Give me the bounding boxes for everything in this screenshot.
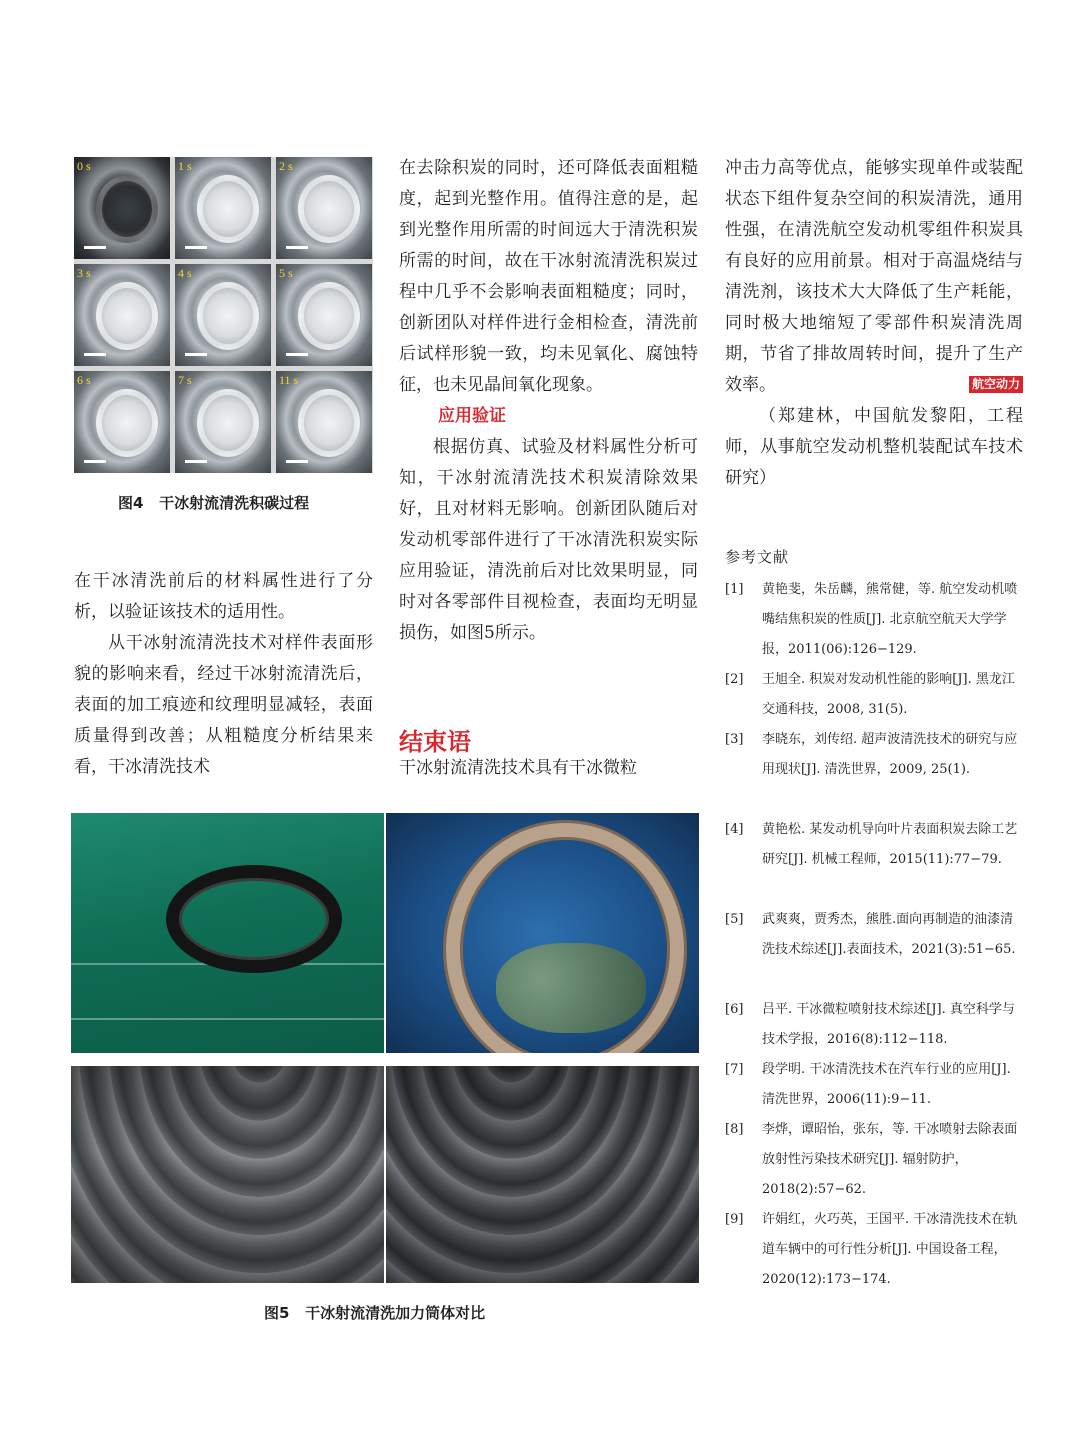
figure-4-frame xyxy=(175,157,271,259)
col2-paragraph-1: 在去除积炭的同时，还可降低表面粗糙度，起到光整作用。值得注意的是，起到光整作用所需的时间远大于清洗积炭所需的时间，故在干冰射流清洗积炭过程中几乎不会影响表面粗糙度；同时，创新团队对样件进行金相检查，清洗前后试样形貌一致，均未见氧化、腐蚀特征，也未见晶间氧化现象。 xyxy=(399,158,698,395)
figure-4-frame xyxy=(276,157,372,259)
reference-item xyxy=(725,1055,1025,1115)
reference-number: [3] xyxy=(725,732,744,747)
col3-paragraph-1 xyxy=(725,153,1023,401)
section-title-conclusion: 结束语 xyxy=(399,728,471,756)
reference-number: [2] xyxy=(725,672,744,687)
scale-bar xyxy=(84,460,106,463)
frame-time-label: 5 s xyxy=(279,266,293,280)
reference-item xyxy=(725,725,1025,785)
sample-ring-image xyxy=(96,282,158,350)
col1-paragraph-1: 在干冰清洗前后的材料属性进行了分析，以验证该技术的适用性。 xyxy=(74,571,373,622)
col1-paragraph-2: 从干冰射流清洗技术对样件表面形貌的影响来看，经过干冰射流清洗后，表面的加工痕迹和纹理明显减轻，表面质量得到改善；从粗糙度分析结果来看，干冰清洗技术 xyxy=(74,633,373,777)
frame-time-label: 0 s xyxy=(77,159,91,173)
subheading-application: 应用验证 xyxy=(438,406,506,426)
scale-bar xyxy=(185,353,207,356)
col2-paragraph-2: 根据仿真、试验及材料属性分析可知，干冰射流清洗技术积炭清除效果好，且对材料无影响。创新团队随后对发动机零部件进行了干冰清洗积炭实际应用验证，清洗前后对比效果明显，同时对各零部件目视检查，表面均无明显损伤，如图5所示。 xyxy=(399,437,698,643)
reference-number: [5] xyxy=(725,912,744,927)
column-1-text xyxy=(74,566,373,783)
figure-4-frame xyxy=(276,264,372,366)
figure-4-frame xyxy=(74,264,170,366)
scale-bar xyxy=(84,246,106,249)
scale-bar xyxy=(286,246,308,249)
frame-time-label: 7 s xyxy=(178,373,192,387)
col2-paragraph-3: 干冰射流清洗技术具有干冰微粒 xyxy=(399,758,637,778)
reference-number: [6] xyxy=(725,1002,744,1017)
reference-item xyxy=(725,575,1025,665)
reference-item xyxy=(725,665,1025,725)
reference-item xyxy=(725,1205,1025,1295)
figure-4-frame xyxy=(276,371,372,473)
sample-ring-image xyxy=(96,389,158,457)
reference-item xyxy=(725,1115,1025,1205)
column-2-text xyxy=(399,153,698,649)
reference-item xyxy=(725,995,1025,1055)
reference-text: 段学明. 干冰清洗技术在汽车行业的应用[J]. 清洗世界，2006(11):9−11. xyxy=(762,1062,1011,1107)
reference-number: [9] xyxy=(725,1212,744,1227)
scale-bar xyxy=(286,460,308,463)
reference-number: [4] xyxy=(725,822,744,837)
reference-item xyxy=(725,815,1025,875)
sample-ring-image xyxy=(298,389,360,457)
photo-ring-on-floor xyxy=(71,813,384,1053)
reference-text: 黄艳斐，朱岳麟，熊常健，等. 航空发动机喷嘴结焦积炭的性质[J]. 北京航空航天大学学报，2011(06):126−129. xyxy=(762,582,1018,657)
author-info: （郑建林，中国航发黎阳，工程师，从事航空发动机整机装配试车技术研究） xyxy=(725,406,1023,488)
figure-4-image-grid xyxy=(74,157,373,473)
frame-time-label: 3 s xyxy=(77,266,91,280)
sample-ring-image xyxy=(197,175,259,243)
reference-number: [8] xyxy=(725,1122,744,1137)
reference-number: [7] xyxy=(725,1062,744,1077)
scale-bar xyxy=(84,353,106,356)
reference-text: 武爽爽，贾秀杰，熊胜.面向再制造的油漆清洗技术综述[J].表面技术，2021(3):51−65. xyxy=(762,912,1016,957)
scale-bar xyxy=(185,246,207,249)
scale-bar xyxy=(286,353,308,356)
figure-5-caption: 图5 干冰射流清洗加力筒体对比 xyxy=(264,1304,486,1322)
frame-time-label: 6 s xyxy=(77,373,91,387)
sample-ring-image xyxy=(298,175,360,243)
figure-4-frame xyxy=(175,264,271,366)
col3-paragraph-1-text: 冲击力高等优点，能够实现单件或装配状态下组件复杂空间的积炭清洗，通用性强，在清洗航空发动机零组件积炭具有良好的应用前景。相对于高温烧结与清洗剂，该技术大大降低了生产耗能，同时极大地缩短了零部件积炭清洗周期，节省了排故周转时间，提升了生产效率。 xyxy=(725,158,1023,395)
frame-time-label: 4 s xyxy=(178,266,192,280)
references-title: 参考文献 xyxy=(725,548,790,566)
figure-4-frame xyxy=(74,157,170,259)
reference-text: 李烨，谭昭怡，张东，等. 干冰喷射去除表面放射性污染技术研究[J]. 辐射防护，2018(2):57−62. xyxy=(762,1122,1018,1197)
photo-ring-in-basket xyxy=(386,813,699,1053)
frame-time-label: 1 s xyxy=(178,159,192,173)
photo-casing-after-cleaning xyxy=(386,1066,699,1283)
reference-number: [1] xyxy=(725,582,744,597)
reference-text: 许娟红，火巧英，王国平. 干冰清洗技术在轨道车辆中的可行性分析[J]. 中国设备工程，2020(12):173−174. xyxy=(762,1212,1018,1287)
figure-4-frame xyxy=(175,371,271,473)
sample-ring-image xyxy=(197,389,259,457)
reference-text: 王旭全. 积炭对发动机性能的影响[J]. 黑龙江交通科技，2008, 31(5). xyxy=(762,672,1015,717)
sample-ring-image xyxy=(96,175,158,243)
column-3-text xyxy=(725,153,1023,494)
reference-text: 黄艳松. 某发动机导向叶片表面积炭去除工艺研究[J]. 机械工程师，2015(11):77−79. xyxy=(762,822,1018,867)
magazine-logo: 航空动力 xyxy=(969,376,1023,393)
figure-4-frame xyxy=(74,371,170,473)
frame-time-label: 2 s xyxy=(279,159,293,173)
scale-bar xyxy=(185,460,207,463)
photo-casing-before-cleaning xyxy=(71,1066,384,1283)
figure-4-caption: 图4 干冰射流清洗积碳过程 xyxy=(118,494,310,512)
reference-text: 吕平. 干冰微粒喷射技术综述[J]. 真空科学与技术学报，2016(8):112−118. xyxy=(762,1002,1015,1047)
reference-text: 李晓东，刘传绍. 超声波清洗技术的研究与应用现状[J]. 清洗世界，2009, 25(1). xyxy=(762,732,1018,777)
sample-ring-image xyxy=(298,282,360,350)
sample-ring-image xyxy=(197,282,259,350)
reference-item xyxy=(725,905,1025,965)
frame-time-label: 11 s xyxy=(279,373,299,387)
